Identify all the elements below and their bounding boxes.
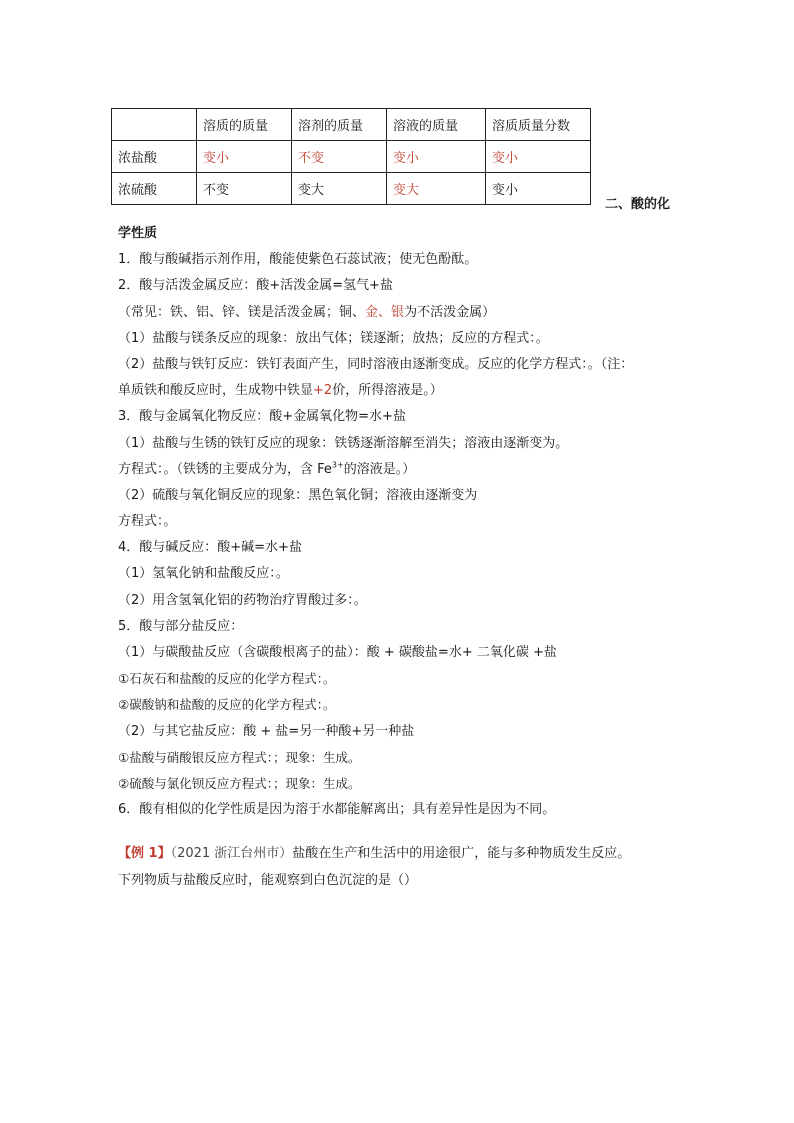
text-line: （1）盐酸与镁条反应的现象：放出气体；镁逐渐；放热；反应的方程式：。 xyxy=(118,330,549,346)
example-tag: 【例 1】 xyxy=(118,846,171,862)
table-header-cell: 溶剂的质量 xyxy=(292,109,387,141)
table-header-row xyxy=(112,109,591,141)
text-line xyxy=(118,378,698,404)
text-line: ②碳酸钠和盐酸的反应的化学方程式：。 xyxy=(118,697,336,713)
text-span: （常见：铁、铝、锌、镁是活泼金属；铜、 xyxy=(118,304,366,320)
table-cell: 变小 xyxy=(387,141,486,173)
text-line: （1）与碳酸盐反应（含碳酸根离子的盐）：酸 + 碳酸盐=水+ 二氧化碳 +盐 xyxy=(118,645,557,660)
table-row xyxy=(112,141,591,173)
separator-text: 、 xyxy=(378,304,392,320)
section-heading-part2: 学性质 xyxy=(118,226,158,241)
text-line: ②硫酸与氯化钡反应方程式：；现象：生成。 xyxy=(118,775,361,791)
text-line xyxy=(118,300,698,326)
text-line: （2）硫酸与氧化铜反应的现象：黑色氧化铜；溶液由逐渐变为 xyxy=(118,487,478,503)
text-span: 的溶液是。） xyxy=(343,461,416,477)
silver-text: 银 xyxy=(391,304,405,320)
text-line: 6．酸有相似的化学性质是因为溶于水都能解离出；具有差异性是因为不同。 xyxy=(118,802,556,818)
text-line xyxy=(118,457,698,483)
text-line: （2）盐酸与铁钉反应：铁钉表面产生，同时溶液由逐渐变成。反应的化学方程式：。（注： xyxy=(118,356,634,372)
example-line xyxy=(118,841,698,867)
table-cell: 不变 xyxy=(197,173,292,205)
table-cell: 变小 xyxy=(486,141,591,173)
text-line: 5．酸与部分盐反应： xyxy=(118,618,244,634)
table-row-label: 浓盐酸 xyxy=(112,141,197,173)
section-heading-part1: 二、酸的化 xyxy=(605,197,671,212)
text-line: 3．酸与金属氧化物反应：酸+金属氧化物=水+盐 xyxy=(118,409,406,425)
text-line: （1）氢氧化钠和盐酸反应：。 xyxy=(118,566,289,582)
example-question: 下列物质与盐酸反应时，能观察到白色沉淀的是（） xyxy=(118,872,418,888)
table-cell: 变小 xyxy=(486,173,591,205)
gold-text: 金 xyxy=(365,304,379,320)
text-span: 单质铁和酸反应时，生成物中铁显 xyxy=(118,383,314,399)
table-header-cell: 溶质质量分数 xyxy=(486,109,591,141)
table-header-cell xyxy=(112,109,197,141)
table-cell: 变大 xyxy=(387,173,486,205)
text-span: 为不活泼金属） xyxy=(404,304,496,320)
text-line: ①石灰石和盐酸的反应的化学方程式：。 xyxy=(118,671,336,687)
table-header-cell: 溶质的质量 xyxy=(197,109,292,141)
text-line: 1．酸与酸碱指示剂作用，酸能使紫色石蕊试液；使无色酚酞。 xyxy=(118,252,478,268)
text-line: 2．酸与活泼金属反应：酸+活泼金属=氢气+盐 xyxy=(118,278,393,294)
ion-charge-superscript: 3+ xyxy=(331,460,344,470)
acid-properties-table xyxy=(111,108,591,205)
table-cell: 变小 xyxy=(197,141,292,173)
example-text: 盐酸在生产和生活中的用途很广，能与多种物质发生反应。 xyxy=(292,846,631,862)
text-line: （1）盐酸与生锈的铁钉反应的现象：铁锈逐渐溶解至消失；溶液由逐渐变为。 xyxy=(118,435,569,451)
table-row xyxy=(112,173,591,205)
text-span: 方程式：。（铁锈的主要成分为，含 Fe xyxy=(118,461,332,477)
text-line: （2）用含氢氧化铝的药物治疗胃酸过多：。 xyxy=(118,592,367,608)
text-line: （2）与其它盐反应：酸 + 盐=另一种酸+另一种盐 xyxy=(118,723,415,739)
table-header-cell: 溶液的质量 xyxy=(387,109,486,141)
example-source: （2021 浙江台州市） xyxy=(170,846,293,862)
text-line: 4．酸与碱反应：酸+碱=水+盐 xyxy=(118,540,302,556)
valence-text: +2 xyxy=(313,383,333,399)
text-span: 价，所得溶液是。） xyxy=(332,383,443,399)
table-cell: 不变 xyxy=(292,141,387,173)
text-line: 方程式：。 xyxy=(118,514,177,530)
content-lines xyxy=(118,221,698,894)
text-line: ①盐酸与硝酸银反应方程式：；现象：生成。 xyxy=(118,749,361,765)
table-cell: 变大 xyxy=(292,173,387,205)
table-row-label: 浓硫酸 xyxy=(112,173,197,205)
